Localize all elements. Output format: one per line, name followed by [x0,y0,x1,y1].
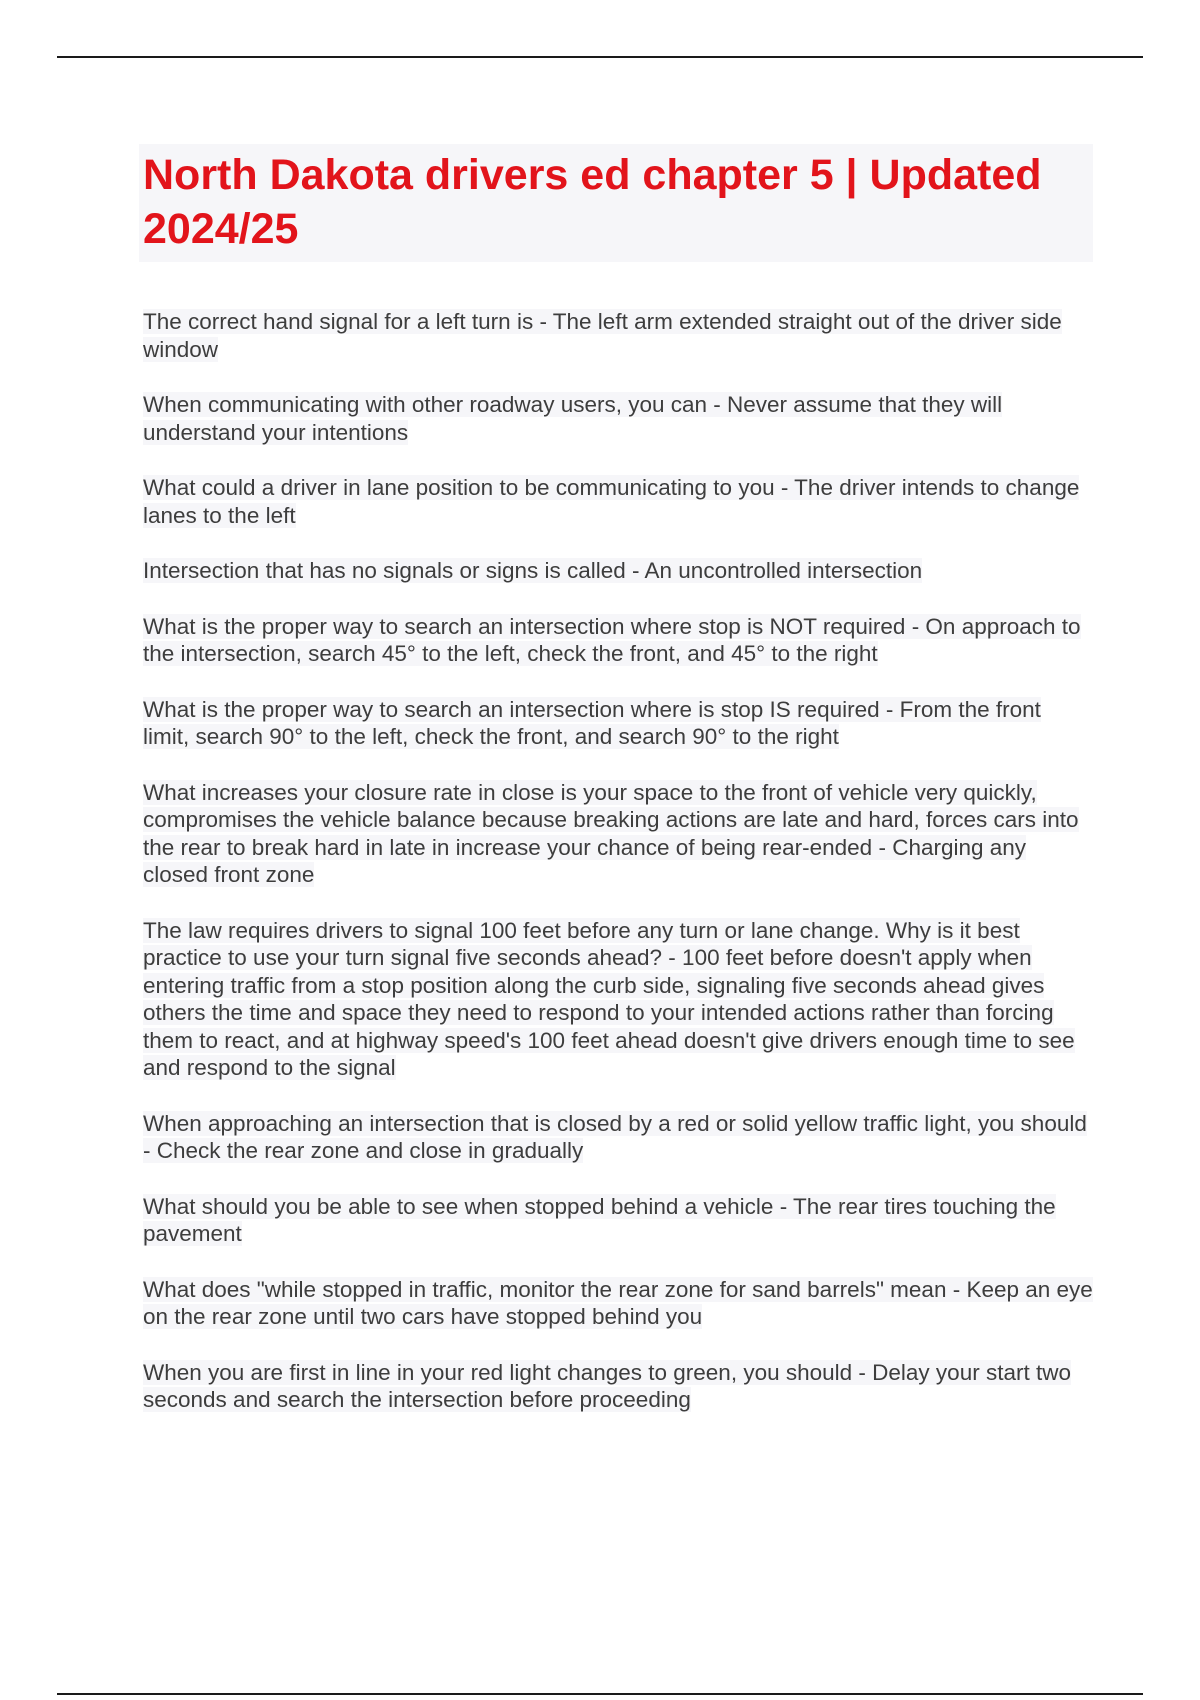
qa-item [143,308,1093,363]
qa-item [143,613,1093,668]
qa-item [143,1193,1093,1248]
qa-text: What could a driver in lane position to be communicating to you - The driver intends to change lanes to the left [143,475,1080,528]
qa-text: What should you be able to see when stopped behind a vehicle - The rear tires touching the pavement [143,1193,1056,1246]
qa-list [143,308,1093,1414]
qa-text: What does "while stopped in traffic, monitor the rear zone for sand barrels" mean - Keep an eye on the rear zone until two cars have stopped behind you [143,1276,1093,1329]
qa-text: When you are first in line in your red light changes to green, you should - Delay your start two seconds and search the intersection before proceeding [143,1359,1071,1412]
qa-item [143,696,1093,751]
qa-text: When approaching an intersection that is closed by a red or solid yellow traffic light, you should - Check the rear zone and close in gradually [143,1110,1087,1163]
document-title: North Dakota drivers ed chapter 5 | Updated 2024/25 [143,151,1042,253]
qa-text: What is the proper way to search an intersection where is stop IS required - From the front limit, search 90° to the left, check the front, and search 90° to the right [143,696,1041,749]
footer-rule [57,1693,1143,1695]
qa-text: Intersection that has no signals or signs is called - An uncontrolled intersection [143,558,923,583]
qa-item [143,1276,1093,1331]
qa-item [143,779,1093,889]
qa-item [143,1110,1093,1165]
qa-text: What increases your closure rate in close is your space to the front of vehicle very quickly, compromises the vehicle balance because breaking actions are late and hard, forces cars into the rear to break hard in late in increase your chance of being rear-ended - Charging any closed front zone [143,779,1079,887]
title-box [139,144,1093,262]
header-rule [57,56,1143,58]
qa-text: The law requires drivers to signal 100 feet before any turn or lane change. Why is it best practice to use your turn signal five seconds ahead? - 100 feet before doesn't apply when entering traffic from a stop position along the curb side, signaling five seconds ahead gives others the time and space they need to respond to your intended actions rather than forcing them to react, and at highway speed's 100 feet ahead doesn't give drivers enough time to see and respond to the signal [143,917,1075,1080]
qa-item [143,917,1093,1082]
document-body [143,144,1093,1442]
qa-text: The correct hand signal for a left turn is - The left arm extended straight out of the driver side window [143,309,1062,362]
qa-item [143,557,1093,585]
qa-item [143,391,1093,446]
qa-text: What is the proper way to search an intersection where stop is NOT required - On approach to the intersection, search 45° to the left, check the front, and 45° to the right [143,613,1081,666]
qa-text: When communicating with other roadway users, you can - Never assume that they will understand your intentions [143,392,1003,445]
qa-item [143,1359,1093,1414]
qa-item [143,474,1093,529]
